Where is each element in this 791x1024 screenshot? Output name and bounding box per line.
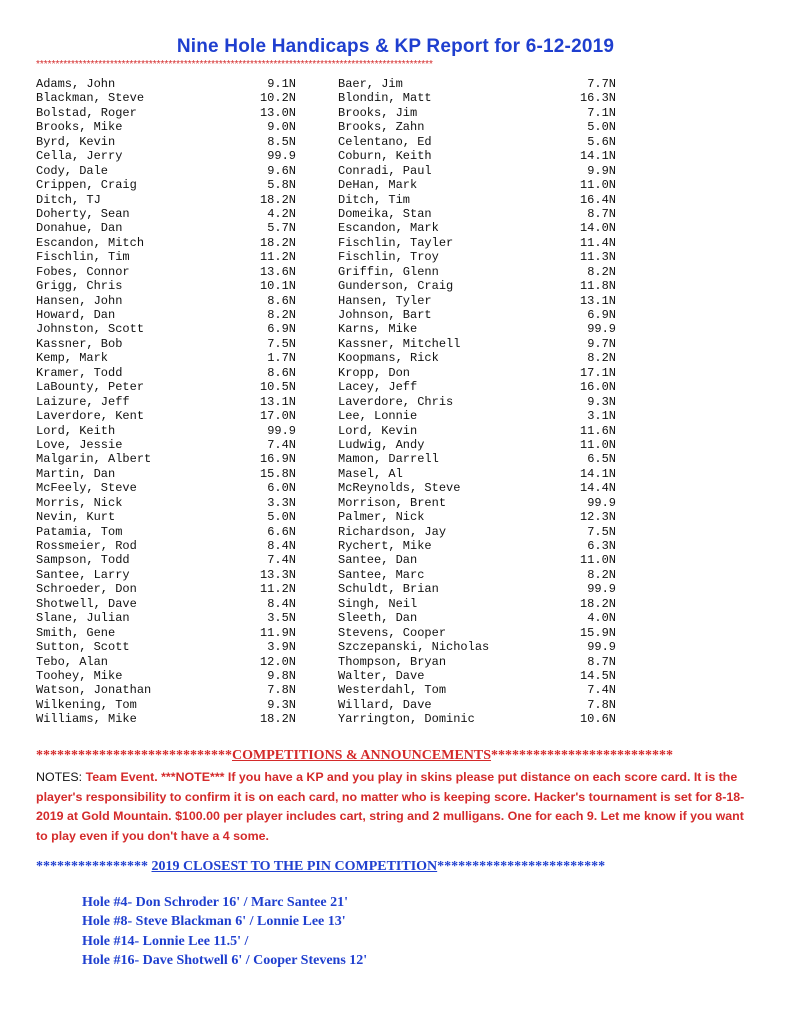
handicap-roster: [36, 77, 736, 727]
handicap-value: 8.6N: [267, 293, 296, 308]
handicap-value: 3.3N: [267, 495, 296, 510]
roster-row: [36, 135, 736, 149]
player-name: Rossmeier, Rod: [36, 539, 137, 553]
handicap-value: 11.6N: [579, 423, 616, 438]
player-name: Kassner, Bob: [36, 336, 123, 351]
handicap-value: 6.9N: [267, 322, 296, 337]
player-name: Laverdore, Kent: [36, 409, 145, 424]
notes-paragraph: [36, 768, 751, 846]
player-name: Coburn, Keith: [338, 149, 432, 164]
roster-row: [36, 250, 736, 264]
roster-row: [36, 525, 736, 539]
handicap-value: 8.2N: [587, 264, 616, 279]
roster-row: [36, 351, 736, 365]
player-name: Lee, Lonnie: [338, 409, 418, 424]
handicap-value: 11.4N: [579, 235, 616, 250]
player-name: Blackman, Steve: [36, 91, 145, 106]
ctp-stars-right: ************************: [437, 859, 606, 874]
notes-label: NOTES:: [36, 770, 83, 784]
handicap-value: 11.9N: [259, 625, 296, 640]
player-name: Szczepanski, Nicholas: [338, 640, 490, 655]
handicap-value: 5.0N: [587, 120, 616, 135]
player-name: Sleeth, Dan: [338, 611, 418, 626]
player-name: Santee, Larry: [36, 567, 130, 582]
roster-row: [36, 380, 736, 394]
roster-row: [36, 424, 736, 438]
handicap-value: 4.2N: [267, 206, 296, 221]
handicap-value: 18.2N: [259, 235, 296, 250]
player-name: Sampson, Todd: [36, 553, 130, 568]
handicap-value: 9.8N: [267, 668, 296, 683]
roster-row: [36, 149, 736, 163]
handicap-value: 7.8N: [587, 697, 616, 712]
handicap-value: 16.9N: [259, 452, 296, 467]
handicap-value: 8.6N: [267, 365, 296, 380]
player-name: Celentano, Ed: [338, 134, 432, 149]
handicap-value: 7.1N: [587, 105, 616, 120]
handicap-value: 11.2N: [259, 582, 296, 597]
handicap-value: 6.3N: [587, 539, 616, 553]
roster-row: [36, 496, 736, 510]
player-name: Kropp, Don: [338, 365, 411, 380]
player-name: Howard, Dan: [36, 308, 116, 322]
player-name: Doherty, Sean: [36, 206, 130, 221]
player-name: Byrd, Kevin: [36, 134, 116, 149]
handicap-value: 7.7N: [587, 77, 616, 91]
player-name: Schuldt, Brian: [338, 582, 439, 597]
roster-row: [36, 640, 736, 654]
handicap-value: 9.6N: [267, 163, 296, 178]
handicap-value: 9.3N: [587, 394, 616, 409]
player-name: Laizure, Jeff: [36, 394, 130, 409]
roster-row: [36, 452, 736, 466]
roster-row: [36, 553, 736, 567]
handicap-value: 8.7N: [587, 654, 616, 669]
hole-result: Hole #14- Lonnie Lee 11.5' /: [82, 933, 249, 949]
player-name: Lacey, Jeff: [338, 380, 418, 395]
roster-row: [36, 611, 736, 625]
player-name: Brooks, Mike: [36, 120, 123, 135]
player-name: Fischlin, Troy: [338, 250, 439, 265]
roster-row: [36, 178, 736, 192]
player-name: Brooks, Zahn: [338, 120, 425, 135]
player-name: Schroeder, Don: [36, 582, 137, 597]
handicap-value: 7.8N: [267, 683, 296, 698]
handicap-value: 99.9: [587, 582, 616, 597]
handicap-value: 10.1N: [259, 279, 296, 294]
player-name: Grigg, Chris: [36, 279, 123, 294]
player-name: Laverdore, Chris: [338, 394, 454, 409]
handicap-value: 7.4N: [267, 553, 296, 568]
player-name: Johnson, Bart: [338, 308, 432, 322]
handicap-value: 10.6N: [579, 712, 616, 727]
player-name: Slane, Julian: [36, 611, 130, 626]
player-name: Cella, Jerry: [36, 149, 123, 164]
handicap-value: 8.7N: [587, 206, 616, 221]
hole-result: Hole #16- Dave Shotwell 6' / Cooper Stevens 12': [82, 952, 368, 968]
roster-row: [36, 164, 736, 178]
handicap-value: 14.1N: [579, 466, 616, 481]
player-name: Fischlin, Tayler: [338, 235, 454, 250]
handicap-value: 14.0N: [579, 221, 616, 236]
player-name: Williams, Mike: [36, 712, 137, 727]
handicap-value: 9.7N: [587, 336, 616, 351]
player-name: Richardson, Jay: [338, 524, 447, 539]
player-name: Bolstad, Roger: [36, 105, 137, 120]
roster-row: [36, 395, 736, 409]
closest-to-pin-heading: [36, 859, 756, 875]
competitions-title: COMPETITIONS & ANNOUNCEMENTS: [232, 748, 492, 763]
handicap-value: 15.8N: [259, 466, 296, 481]
player-name: McFeely, Steve: [36, 481, 137, 496]
handicap-value: 13.3N: [259, 567, 296, 582]
player-name: Martin, Dan: [36, 466, 116, 481]
roster-row: [36, 193, 736, 207]
competitions-heading: [36, 748, 756, 764]
roster-row: [36, 712, 736, 726]
player-name: Fobes, Connor: [36, 264, 130, 279]
page-title: Nine Hole Handicaps & KP Report for 6-12-2019: [176, 36, 615, 57]
handicap-value: 18.2N: [579, 596, 616, 611]
handicap-value: 6.9N: [587, 308, 616, 322]
handicap-value: 9.9N: [587, 163, 616, 178]
handicap-value: 8.4N: [267, 596, 296, 611]
title-divider: ******************************************************************************************************: [36, 60, 433, 70]
player-name: Karns, Mike: [338, 322, 418, 337]
handicap-value: 7.5N: [267, 336, 296, 351]
player-name: Stevens, Cooper: [338, 625, 447, 640]
player-name: Palmer, Nick: [338, 510, 425, 525]
player-name: Rychert, Mike: [338, 539, 432, 553]
player-name: Baer, Jim: [338, 77, 403, 91]
handicap-value: 10.2N: [259, 91, 296, 106]
hole-result: Hole #4- Don Schroder 16' / Marc Santee 21': [82, 895, 348, 910]
handicap-value: 18.2N: [259, 712, 296, 727]
roster-row: [36, 91, 736, 105]
roster-row: [36, 481, 736, 495]
roster-row: [36, 539, 736, 553]
player-name: Escandon, Mark: [338, 221, 439, 236]
handicap-value: 11.0N: [579, 553, 616, 568]
handicap-value: 6.5N: [587, 452, 616, 467]
player-name: Yarrington, Dominic: [338, 712, 475, 727]
roster-row: [36, 77, 736, 91]
player-name: Gunderson, Craig: [338, 279, 454, 294]
handicap-value: 8.5N: [267, 134, 296, 149]
handicap-value: 11.0N: [579, 437, 616, 452]
player-name: Conradi, Paul: [338, 163, 432, 178]
handicap-value: 1.7N: [267, 351, 296, 366]
player-name: Lord, Keith: [36, 423, 116, 438]
handicap-value: 6.6N: [267, 524, 296, 539]
roster-row: [36, 265, 736, 279]
player-name: Morris, Nick: [36, 495, 123, 510]
handicap-value: 5.0N: [267, 510, 296, 525]
ctp-title: 2019 CLOSEST TO THE PIN COMPETITION: [151, 859, 438, 874]
roster-row: [36, 597, 736, 611]
competitions-stars-left: ****************************: [36, 748, 232, 763]
handicap-value: 9.0N: [267, 120, 296, 135]
handicap-value: 8.4N: [267, 539, 296, 553]
player-name: Mamon, Darrell: [338, 452, 439, 467]
player-name: Crippen, Craig: [36, 178, 137, 193]
roster-row: [36, 510, 736, 524]
handicap-value: 16.3N: [579, 91, 616, 106]
roster-row: [36, 106, 736, 120]
handicap-value: 14.5N: [579, 668, 616, 683]
roster-row: [36, 221, 736, 235]
handicap-value: 11.8N: [579, 279, 616, 294]
roster-row: [36, 438, 736, 452]
player-name: Smith, Gene: [36, 625, 116, 640]
player-name: Masel, Al: [338, 466, 403, 481]
player-name: Love, Jessie: [36, 437, 123, 452]
player-name: Kramer, Todd: [36, 365, 123, 380]
roster-row: [36, 337, 736, 351]
handicap-value: 16.0N: [579, 380, 616, 395]
roster-row: [36, 626, 736, 640]
player-name: Cody, Dale: [36, 163, 109, 178]
handicap-value: 14.4N: [579, 481, 616, 496]
player-name: Malgarin, Albert: [36, 452, 152, 467]
roster-row: [36, 669, 736, 683]
roster-row: [36, 655, 736, 669]
player-name: Morrison, Brent: [338, 495, 447, 510]
player-name: Thompson, Bryan: [338, 654, 447, 669]
player-name: Koopmans, Rick: [338, 351, 439, 366]
handicap-value: 11.2N: [259, 250, 296, 265]
handicap-value: 5.7N: [267, 221, 296, 236]
hole-result: Hole #8- Steve Blackman 6' / Lonnie Lee 13': [82, 914, 346, 930]
handicap-value: 8.2N: [587, 351, 616, 366]
player-name: Escandon, Mitch: [36, 235, 145, 250]
roster-row: [36, 582, 736, 596]
ctp-stars-left: ****************: [36, 859, 148, 874]
player-name: Hansen, Tyler: [338, 293, 432, 308]
handicap-value: 8.2N: [587, 567, 616, 582]
player-name: Wilkening, Tom: [36, 697, 137, 712]
handicap-value: 99.9: [587, 322, 616, 337]
roster-row: [36, 698, 736, 712]
handicap-value: 7.5N: [587, 524, 616, 539]
handicap-value: 7.4N: [267, 437, 296, 452]
player-name: Santee, Dan: [338, 553, 418, 568]
handicap-value: 5.8N: [267, 178, 296, 193]
handicap-value: 5.6N: [587, 134, 616, 149]
player-name: Patamia, Tom: [36, 524, 123, 539]
handicap-value: 16.4N: [579, 192, 616, 207]
handicap-value: 3.1N: [587, 409, 616, 424]
handicap-value: 3.9N: [267, 640, 296, 655]
roster-row: [36, 120, 736, 134]
handicap-value: 12.0N: [259, 654, 296, 669]
closest-to-pin-list: [82, 893, 722, 970]
player-name: LaBounty, Peter: [36, 380, 145, 395]
player-name: Donahue, Dan: [36, 221, 123, 236]
competitions-stars-right: **************************: [491, 748, 674, 763]
player-name: Fischlin, Tim: [36, 250, 130, 265]
handicap-value: 13.0N: [259, 105, 296, 120]
player-name: Blondin, Matt: [338, 91, 432, 106]
handicap-value: 9.1N: [267, 77, 296, 91]
roster-row: [36, 409, 736, 423]
roster-row: [36, 294, 736, 308]
roster-row: [36, 467, 736, 481]
player-name: Ditch, TJ: [36, 192, 101, 207]
handicap-value: 15.9N: [579, 625, 616, 640]
handicap-value: 13.1N: [259, 394, 296, 409]
handicap-value: 13.6N: [259, 264, 296, 279]
player-name: Willard, Dave: [338, 697, 432, 712]
handicap-value: 99.9: [587, 640, 616, 655]
player-name: Domeika, Stan: [338, 206, 432, 221]
player-name: Nevin, Kurt: [36, 510, 116, 525]
player-name: Kemp, Mark: [36, 351, 109, 366]
handicap-value: 17.1N: [579, 365, 616, 380]
player-name: Sutton, Scott: [36, 640, 130, 655]
roster-row: [36, 207, 736, 221]
player-name: Shotwell, Dave: [36, 596, 137, 611]
handicap-value: 99.9: [587, 495, 616, 510]
player-name: Johnston, Scott: [36, 322, 145, 337]
player-name: Ditch, Tim: [338, 192, 411, 207]
notes-text: Team Event. ***NOTE*** If you have a KP and you play in skins please put distance on each score card. It is the player's responsibility to confirm it is on each card, no matter who is keeping score. Hacker's tournament is set for 8-18-2019 at Gold Mountain. $100.00 per player includes cart, string and 2 mulligans. One for each 9. Let me know if you want to play even if you don't have a 4 some.: [36, 770, 745, 843]
roster-row: [36, 683, 736, 697]
player-name: Santee, Marc: [338, 567, 425, 582]
roster-row: [36, 568, 736, 582]
player-name: Hansen, John: [36, 293, 123, 308]
player-name: Kassner, Mitchell: [338, 336, 461, 351]
player-name: DeHan, Mark: [338, 178, 418, 193]
handicap-value: 7.4N: [587, 683, 616, 698]
player-name: Lord, Kevin: [338, 423, 418, 438]
handicap-value: 99.9: [267, 149, 296, 164]
player-name: Tebo, Alan: [36, 654, 109, 669]
handicap-value: 9.3N: [267, 697, 296, 712]
roster-row: [36, 308, 736, 322]
player-name: McReynolds, Steve: [338, 481, 461, 496]
player-name: Toohey, Mike: [36, 668, 123, 683]
handicap-value: 3.5N: [267, 611, 296, 626]
handicap-value: 14.1N: [579, 149, 616, 164]
handicap-value: 17.0N: [259, 409, 296, 424]
handicap-value: 8.2N: [267, 308, 296, 322]
handicap-value: 10.5N: [259, 380, 296, 395]
player-name: Brooks, Jim: [338, 105, 418, 120]
player-name: Ludwig, Andy: [338, 437, 425, 452]
player-name: Adams, John: [36, 77, 116, 91]
player-name: Watson, Jonathan: [36, 683, 152, 698]
handicap-value: 11.0N: [579, 178, 616, 193]
player-name: Griffin, Glenn: [338, 264, 439, 279]
roster-row: [36, 236, 736, 250]
player-name: Walter, Dave: [338, 668, 425, 683]
roster-row: [36, 366, 736, 380]
handicap-value: 18.2N: [259, 192, 296, 207]
roster-row: [36, 279, 736, 293]
player-name: Westerdahl, Tom: [338, 683, 447, 698]
handicap-value: 12.3N: [579, 510, 616, 525]
handicap-value: 11.3N: [579, 250, 616, 265]
player-name: Singh, Neil: [338, 596, 418, 611]
handicap-value: 13.1N: [579, 293, 616, 308]
handicap-value: 4.0N: [587, 611, 616, 626]
roster-row: [36, 322, 736, 336]
handicap-value: 6.0N: [267, 481, 296, 496]
handicap-value: 99.9: [267, 423, 296, 438]
